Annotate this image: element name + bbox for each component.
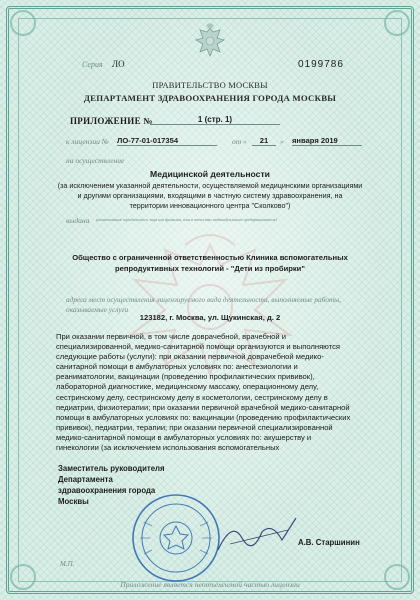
services-line: При оказании первичной, в том числе доврачебной, врачебной и xyxy=(56,332,286,341)
services-line: прививок), педиатрии, терапии; при оказании первичной специализированной xyxy=(56,422,333,432)
activity-desc-2: и другими организациями, входящими в частную систему здравоохранения, на xyxy=(77,191,343,200)
signatory-name: А.В. Старшинин xyxy=(298,538,360,547)
organization-line-1: Общество с ограниченной ответственностью Клиника вспомогательных xyxy=(72,253,348,262)
issued-label: выдана xyxy=(66,216,90,225)
license-number: ЛО-77-01-017354 xyxy=(117,136,217,146)
date-day: 21 xyxy=(252,136,276,146)
services-line: помощи в амбулаторных условиях по: вакцинации (проведению профилактических xyxy=(56,412,351,422)
series-label: Серия xyxy=(82,60,103,69)
signatory-position-3: здравоохранения города xyxy=(58,486,156,495)
services-line: санитарной помощи в амбулаторных условиях по: анестезиологии и xyxy=(56,362,298,372)
address-label-2: оказываемые услуги xyxy=(66,305,129,314)
date-from: от « xyxy=(232,137,247,146)
services-line: лабораторной диагностике, медицинскому массажу, операционному делу, xyxy=(56,382,319,392)
services-line: специализированной, медико-санитарной помощи организуются и выполняются xyxy=(56,342,341,352)
signatory-position-1: Заместитель руководителя xyxy=(58,464,165,473)
activity-prefix: на осуществление xyxy=(66,156,125,165)
services-description xyxy=(56,332,376,453)
activity-title: Медицинской деятельности xyxy=(150,169,270,179)
date-month-year: января 2019 xyxy=(292,136,362,146)
corner-ornament xyxy=(10,10,36,36)
series-value: ЛО xyxy=(112,59,125,69)
services-line: педиатрии, физиотерапии; при оказании первичной врачебной медико-санитарной xyxy=(56,402,350,412)
address-value: 123182, г. Москва, ул. Щукинская, д. 2 xyxy=(139,313,281,322)
appendix-label: ПРИЛОЖЕНИЕ № xyxy=(70,116,153,126)
seal-place-label: М.П. xyxy=(60,560,75,568)
address-label-1: адреса мест осуществления лицензируемого вида деятельности, выполняемые работы, xyxy=(66,295,341,304)
signatory-position-4: Москвы xyxy=(58,497,89,506)
services-line: сестринскому делу, сестринскому делу в косметологии, сестринскому делу в xyxy=(56,392,328,402)
services-line: гинекологии (за исключением использования вспомогательных xyxy=(56,443,280,453)
coat-of-arms-icon xyxy=(190,22,230,68)
activity-desc-1: (за исключением указанной деятельности, осуществляемой медицинскими организациями xyxy=(57,181,363,190)
organization-line-2: репродуктивных технологий - "Дети из пробирки" xyxy=(115,264,305,273)
services-line: медико-санитарной помощи в амбулаторных условиях по: акушерству и xyxy=(56,432,312,442)
services-line: реаниматологии, вакцинации (проведению профилактических прививок), xyxy=(56,372,315,382)
services-line: следующие работы (услуги): при оказании первичной доврачебной медико- xyxy=(56,352,324,362)
appendix-value: 1 (стр. 1) xyxy=(150,115,280,125)
department-title: ДЕПАРТАМЕНТ ЗДРАВООХРАНЕНИЯ ГОРОДА МОСКВЫ xyxy=(83,93,337,103)
activity-desc-3: территории инновационного центра "Сколково") xyxy=(129,201,291,210)
handwritten-signature xyxy=(212,510,302,560)
signatory-position-2: Департамента xyxy=(58,475,113,484)
date-close: » xyxy=(280,137,284,146)
blank-number: 0199786 xyxy=(298,59,344,70)
footer-note: Приложение является неотъемлемой частью лицензии xyxy=(120,580,300,589)
license-prefix: к лицензии № xyxy=(66,137,109,146)
government-title: ПРАВИТЕЛЬСТВО МОСКВЫ xyxy=(152,80,268,90)
corner-ornament xyxy=(384,10,410,36)
official-stamp-icon xyxy=(130,492,222,584)
issued-caption: (наименование юридического лица или фамилия, имя и отчество индивидуального предпринимателя) xyxy=(96,217,277,222)
